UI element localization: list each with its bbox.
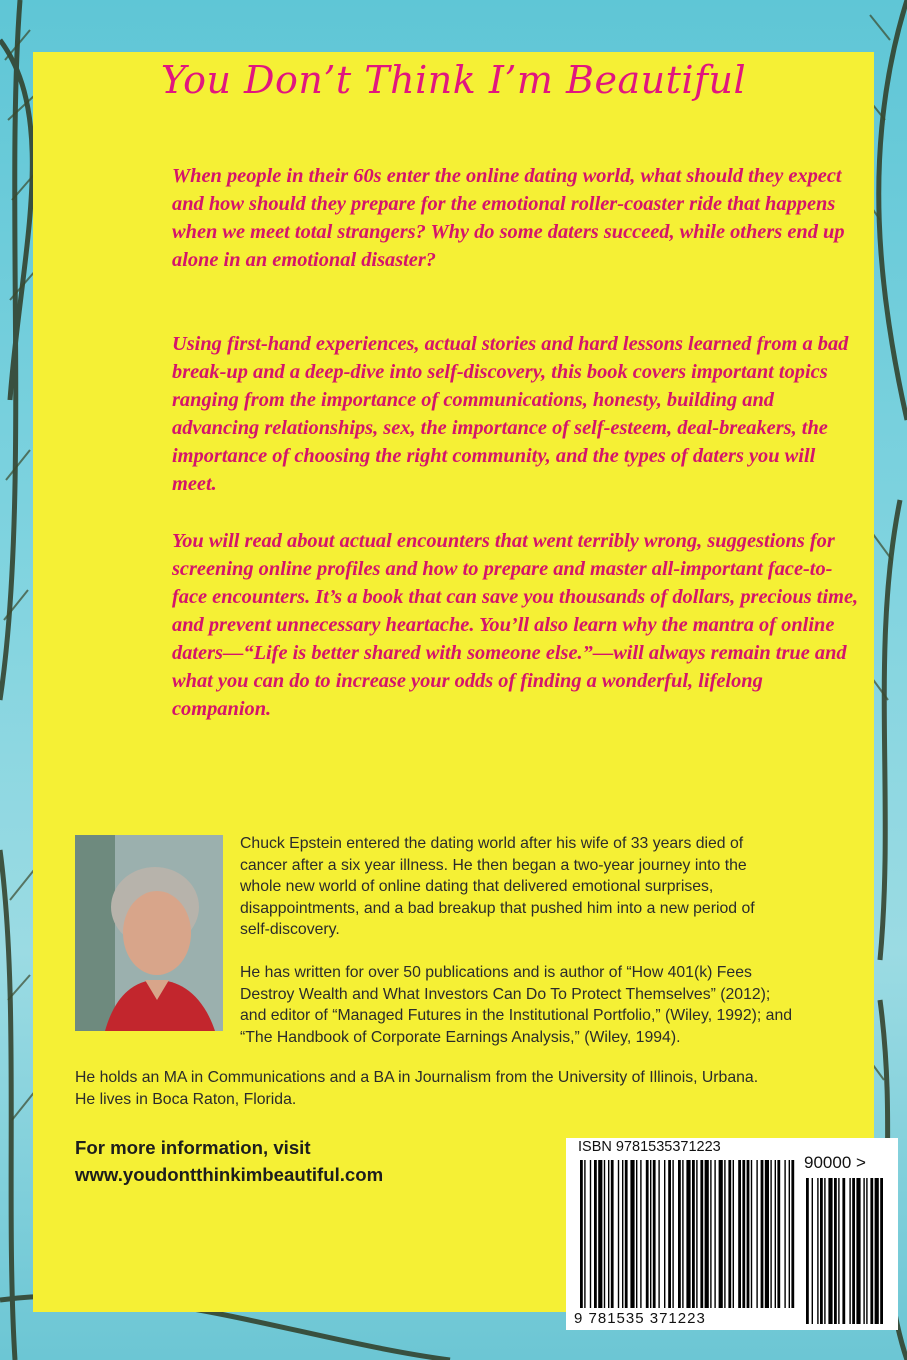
- isbn-label: ISBN 9781535371223: [578, 1139, 721, 1155]
- author-bio-paragraph-2: He has written for over 50 publications and is author of “How 401(k) Fees Destroy Wealth and What Investors Can Do To Protect Themselves” (2012); and editor of “Managed Futures in the Institutional Portfolio,” (Wiley, 1992); and “The Handbook of Corporate Earnings Analysis,” (Wiley, 1994).: [240, 964, 793, 1046]
- blurb-paragraph-3: You will read about actual encounters that went terribly wrong, suggestions for screening online profiles and how to prepare and master all-important face-to-face encounters. It’s a book that can save you thousands of dollars, precious time, and prevent unnecessary heartache. You’ll also learn why the mantra of online daters—“Life is better shared with someone else.”—will always remain true and what you can do to increase your odds of finding a wonderful, lifelong companion.: [172, 530, 859, 720]
- blurb-paragraph-1: When people in their 60s enter the online dating world, what should they expect and how should they prepare for the emotional roller-coaster ride that happens when we meet total strangers? Why do some daters succeed, while others end up alone in an emotional disaster?: [172, 165, 845, 271]
- more-info-label: For more information, visit: [75, 1137, 311, 1158]
- author-portrait-illustration: [75, 835, 223, 1031]
- website-link[interactable]: www.youdontthinkimbeautiful.com: [75, 1164, 384, 1185]
- author-bio-paragraph-3: He holds an MA in Communications and a BA in Journalism from the University of Illinois, Urbana. He lives in Boca Raton, Florida.: [75, 1069, 759, 1108]
- book-title: You Don’t Think I’m Beautiful: [160, 58, 747, 102]
- price-code: 90000 >: [804, 1153, 866, 1172]
- barcode-digits: 9 781535 371223: [574, 1310, 706, 1327]
- author-bio-paragraph-1: Chuck Epstein entered the dating world after his wife of 33 years died of cancer after a six year illness. He then began a two-year journey into the whole new world of online dating that delivered emotional surprises, disappointments, and a bad breakup that pushed him into a new period of self-discovery.: [240, 835, 755, 938]
- blurb-paragraph-2: Using first-hand experiences, actual stories and hard lessons learned from a bad break-up and a deep-dive into self-discovery, this book covers important topics ranging from the importance of communications, honesty, building and advancing relationships, sex, the importance of self-esteem, deal-breakers, the importance of choosing the right community, and the types of daters you will meet.: [172, 333, 849, 495]
- barcode-bars: [566, 1138, 898, 1330]
- more-info-block: [75, 1134, 383, 1188]
- isbn-barcode: [566, 1138, 898, 1330]
- author-photo: [75, 835, 223, 1031]
